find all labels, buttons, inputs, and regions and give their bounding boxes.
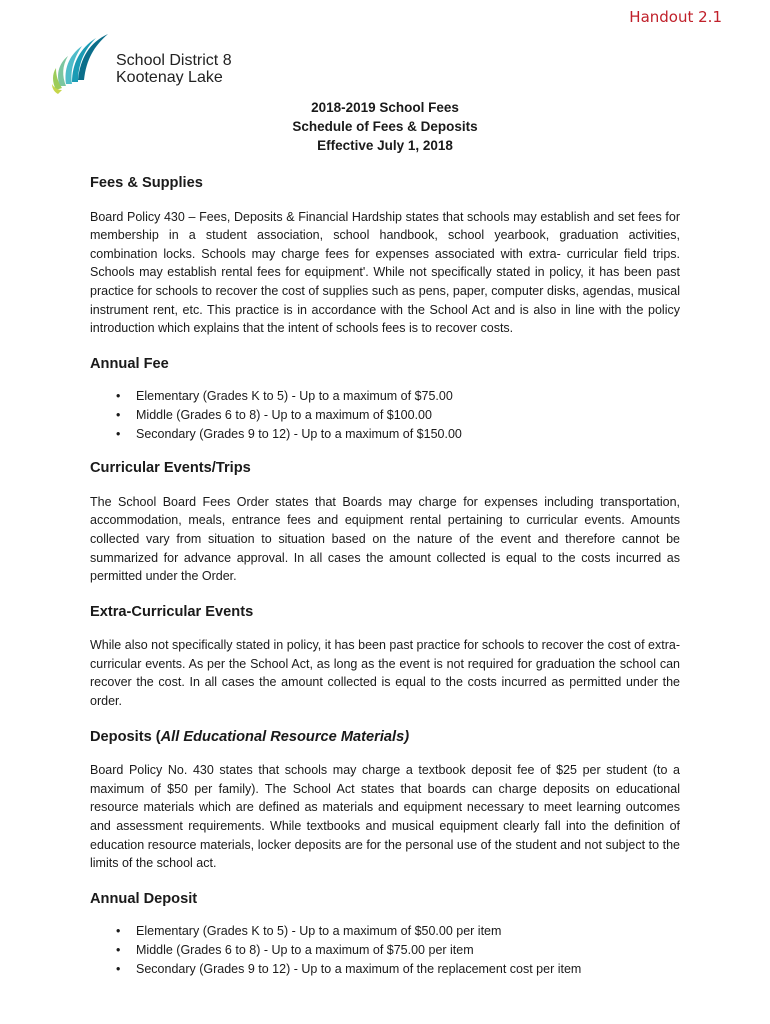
list-item: • Elementary (Grades K to 5) - Up to a maximum of $75.00 [136,387,680,406]
logo-line-2: Kootenay Lake [116,69,223,86]
paragraph-extra-curricular: While also not specifically stated in policy, it has been past practice for schools to recover the cost of extra-curricular events. As per the School Act, as long as the event is not required for graduation the school can recover the cost. In all cases the amount collected is equal to the costs incurred as permitted under the order. [90,638,680,709]
list-item: • Elementary (Grades K to 5) - Up to a maximum of $50.00 per item [136,922,680,941]
list-item: • Secondary (Grades 9 to 12) - Up to a maximum of $150.00 [136,425,680,444]
heading-deposits [90,728,680,747]
heading-annual-fee: Annual Fee [90,355,169,372]
district-logo [50,28,250,100]
heading-curricular-events: Curricular Events/Trips [90,460,251,477]
heading-extra-curricular: Extra-Curricular Events [90,603,254,620]
heading-deposits-main: Deposits ( [90,728,161,745]
list-item: • Middle (Grades 6 to 8) - Up to a maximum of $75.00 per item [136,941,680,960]
paragraph-fees-supplies: Board Policy 430 – Fees, Deposits & Financial Hardship states that schools may establish and set fees for membership in a student association, school handbook, school yearbook, graduation activities, combination locks. Schools may charge fees for expenses associated with extra- curricular field trips. Schools may establish rental fees for equipment'. While not specifically stated in policy, it has been past practice for schools to recover the cost of supplies such as pens, paper, computer disks, agendas, musical instrument rent, etc. This practice is in accordance with the School Act and is also in line with the policy introduction which explains that the intent of schools fees is to recover costs. [90,209,680,336]
paragraph-deposits: Board Policy No. 430 states that schools may charge a textbook deposit fee of $25 per student (to a maximum of $50 per family). The School Act states that boards can charge deposits on educational resource materials which are defined as materials and equipment necessary to meet learning outcomes and assessment requirements. While textbooks and musical equipment clearly fall into the definition of education resource materials, locker deposits are for the personal use of the student and not subject to the limits of the school act. [90,763,680,871]
annual-deposit-list [90,922,680,978]
document-title [0,98,770,155]
title-line-1: 2018-2019 School Fees [311,100,459,115]
list-item: • Secondary (Grades 9 to 12) - Up to a maximum of the replacement cost per item [136,960,680,979]
document-body [90,174,680,994]
heading-fees-supplies: Fees & Supplies [90,175,203,191]
handout-label: Handout 2.1 [629,8,722,26]
logo-line-1: School District 8 [116,52,232,69]
paragraph-curricular-events: The School Board Fees Order states that Boards may charge for expenses including transportation, accommodation, meals, entrance fees and equipment rental pertaining to curricular events. Amounts collected vary from situation to situation based on the nature of the event and therefore cannot be summarized for advance approval. In all cases the amount collected is equal to the costs incurred as permitted under the Order. [90,494,680,584]
district-logo-mark-icon [50,28,114,94]
heading-deposits-italic: All Educational Resource Materials) [160,728,410,745]
list-item: • Middle (Grades 6 to 8) - Up to a maximum of $100.00 [136,406,680,425]
title-line-2: Schedule of Fees & Deposits [292,119,478,134]
heading-annual-deposit: Annual Deposit [90,890,198,907]
annual-fee-list [90,387,680,443]
title-line-3: Effective July 1, 2018 [317,138,453,153]
